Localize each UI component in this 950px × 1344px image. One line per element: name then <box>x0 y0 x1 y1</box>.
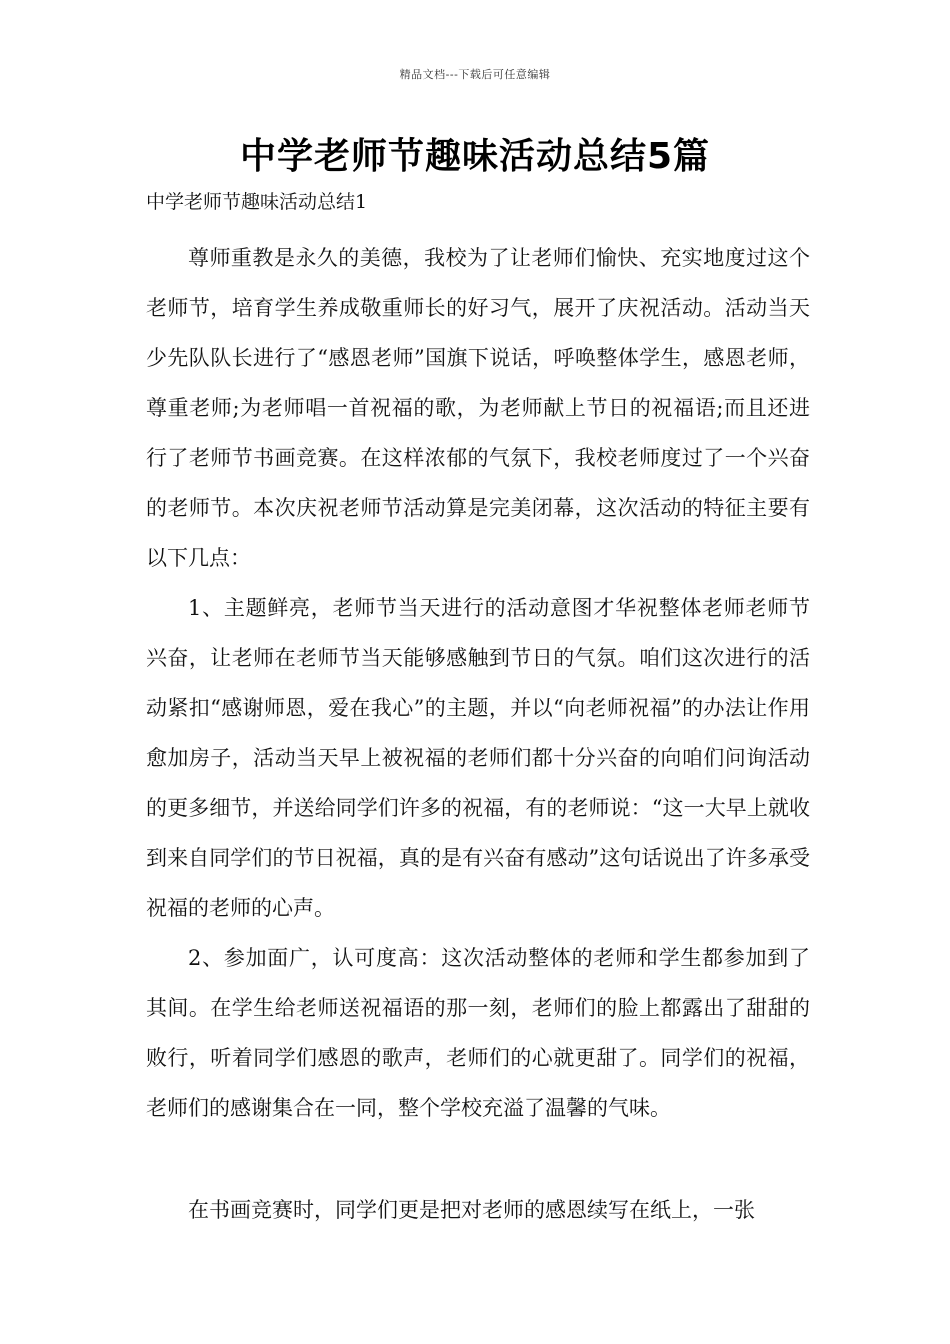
section-subtitle: 中学老师节趣味活动总结1 <box>146 191 368 213</box>
header-note: 精品文档---下载后可任意编辑 <box>399 68 551 81</box>
paragraph-intro: 尊师重教是永久的美德，我校为了让老师们愉快、充实地度过这个老师节，培育学生养成敬重师长的好习气，展开了庆祝活动。活动当天少先队队长进行了“感恩老师”国旗下说话，呼唤整体学生，感恩老师，尊重老师;为老师唱一首祝福的歌，为老师献上节日的祝福语;而且还进行了老师节书画竞赛。在这样浓郁的气氛下，我校老师度过了一个兴奋的老师节。本次庆祝老师节活动算是完美闭幕，这次活动的特征主要有以下几点： <box>146 246 810 570</box>
paragraph-point-2: 2、参加面广，认可度高：这次活动整体的老师和学生都参加到了其间。在学生给老师送祝福语的那一刻，老师们的脸上都露出了甜甜的败行，听着同学们感恩的歌声，老师们的心就更甜了。同学们的祝福，老师们的感谢集合在一同，整个学校充溢了温馨的气味。 <box>146 946 810 1120</box>
paragraph-point-1: 1、主题鲜亮，老师节当天进行的活动意图才华祝整体老师老师节兴奋，让老师在老师节当天能够感触到节日的气氛。咱们这次进行的活动紧扣“感谢师恩，爱在我心”的主题，并以“向老师祝福”的办法让作用愈加房子，活动当天早上被祝福的老师们都十分兴奋的向咱们问询活动的更多细节，并送给同学们许多的祝福，有的老师说：“这一大早上就收到来自同学们的节日祝福，真的是有兴奋有感动”这句话说出了许多承受祝福的老师的心声。 <box>146 596 810 920</box>
document-title: 中学老师节趣味活动总结5篇 <box>239 136 711 177</box>
document-body <box>146 233 810 1235</box>
paragraph-calligraphy-contest: 在书画竞赛时，同学们更是把对老师的感恩续写在纸上，一张 <box>188 1198 755 1222</box>
